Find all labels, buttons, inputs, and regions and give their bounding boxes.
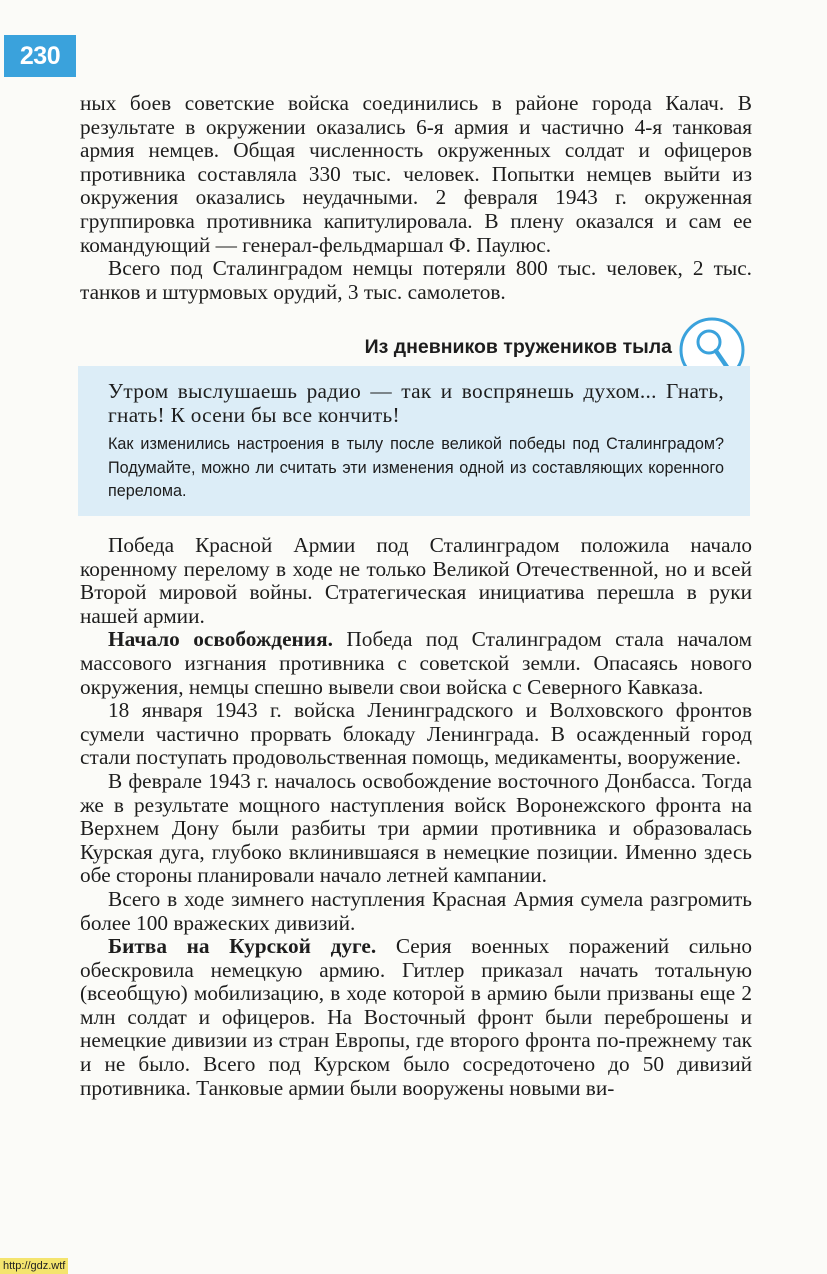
- watermark: http://gdz.wtf: [0, 1258, 68, 1274]
- section-heading: Битва на Курской дуге.: [108, 934, 377, 959]
- paragraph: [80, 935, 752, 1100]
- paragraph: В феврале 1943 г. началось освобождение восточного Донбасса. Тогда же в результате мощного наступления войск Воронежского фронта на Верхнем Дону были разбиты три армии противника и образовалась Курская дуга, глубоко вклинившаяся в немецкие позиции. Именно здесь обе стороны планировали начало летней кампании.: [80, 768, 752, 888]
- paragraph: Победа Красной Армии под Сталинградом положила начало коренному перелому в ходе не только Великой Отечественной, но и всей Второй мировой войны. Стратегическая инициатива перешла в руки нашей армии.: [80, 533, 752, 628]
- top-text: [80, 92, 752, 304]
- paragraph: ных боев советские войска соединились в районе города Калач. В результате в окружении оказались 6-я армия и частично 4-я танковая армия немцев. Общая численность окруженных солдат и офицеров противника составляла 330 тыс. человек. Попытки немцев выйти из окружения оказались неудачными. 2 февраля 1943 г. окруженная группировка противника капитулировала. В плену оказался и сам ее командующий — генерал-фельдмаршал Ф. Паулюс.: [80, 91, 752, 257]
- paragraph: Всего под Сталинградом немцы потеряли 800 тыс. человек, 2 тыс. танков и штурмовых орудий, 3 тыс. самолетов.: [80, 256, 752, 304]
- sidebar-title: Из дневников тружеников тыла: [364, 336, 672, 358]
- page-number: 230: [4, 35, 76, 77]
- paragraph: 18 января 1943 г. войска Ленинградского и Волховского фронтов сумели частично прорвать блокаду Ленинграда. В осажденный город стали поступать продовольственная помощь, медикаменты, вооружение.: [80, 698, 752, 770]
- diary-quote: Утром выслушаешь радио — так и воспрянешь духом... Гнать, гнать! К осени бы все кончить!: [108, 379, 724, 427]
- section-heading: Начало освобождения.: [108, 627, 333, 652]
- paragraph: Всего в ходе зимнего наступления Красная Армия сумела разгромить более 100 вражеских дивизий.: [80, 886, 752, 935]
- paragraph-text: Победа под Сталинградом стала началом массового изгнания противника с советской земли. Опасаясь нового окружения, немцы спешно вывели свои войска с Северного Кавказа.: [80, 627, 753, 699]
- paragraph: [80, 628, 752, 699]
- diary-question: Как изменились настроения в тылу после великой победы под Сталинградом? Подумайте, можно ли считать эти изменения одной из составляющих коренного перелома.: [108, 435, 724, 500]
- main-text: [80, 534, 752, 1100]
- paragraph-text: Серия военных поражений сильно обескровила немецкую армию. Гитлер приказал начать тотальную (всеобщую) мобилизацию, в ходе которой в армию были призваны еще 2 млн солдат и офицеров. На Восточный фронт были переброшены и немецкие дивизии из стран Европы, где второго фронта по-прежнему так и не было. Всего под Курском было сосредоточено до 50 дивизий противника. Танковые армии были вооружены новыми ви-: [80, 934, 752, 1100]
